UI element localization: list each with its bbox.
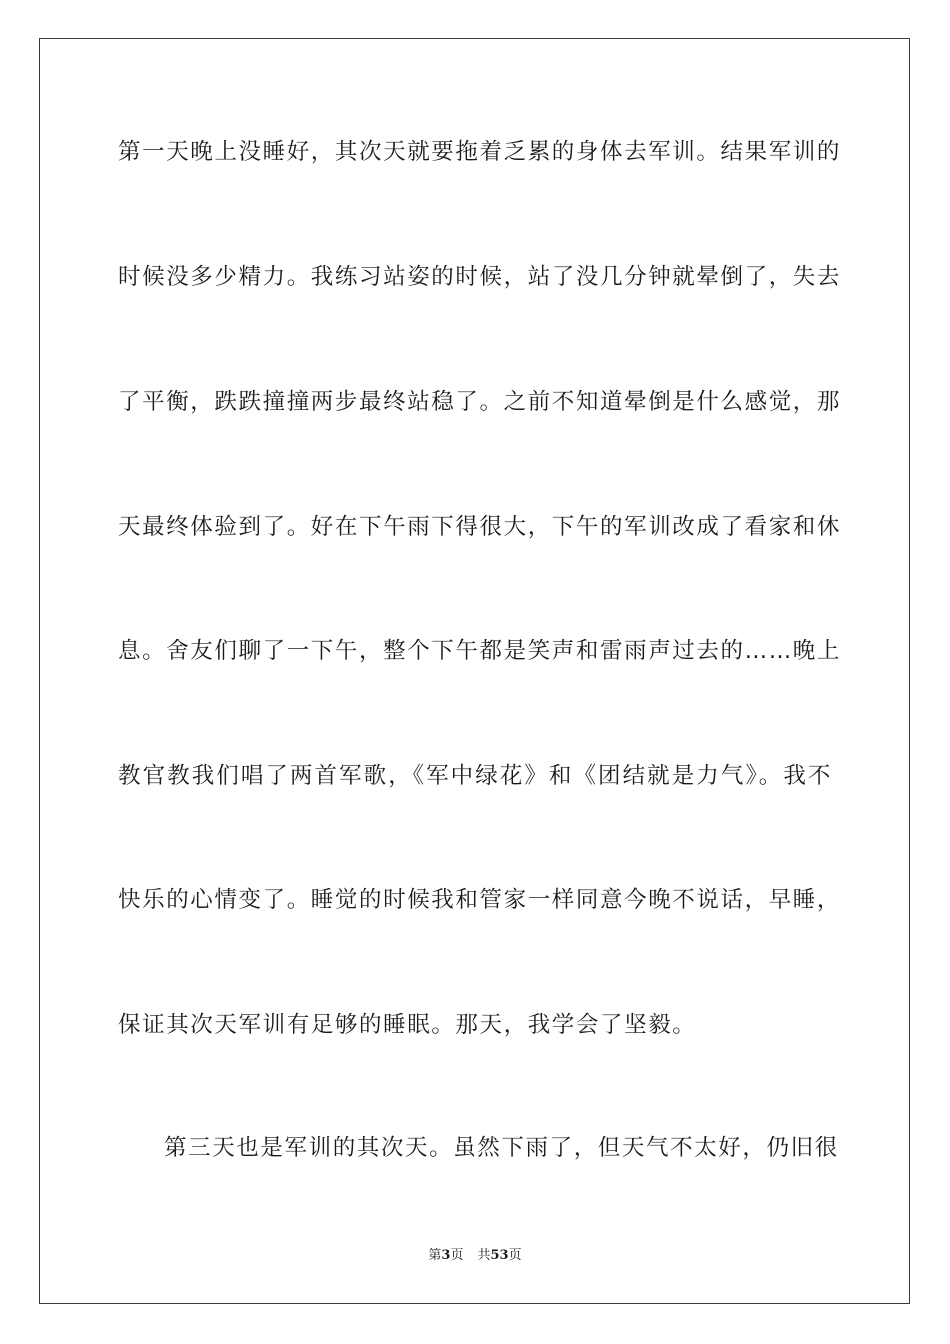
page-footer (0, 1247, 950, 1265)
footer-total-prefix: 共 (477, 1248, 491, 1263)
body-line-5: 息。舍友们聊了一下午，整个下午都是笑声和雷雨声过去的……晚上 (118, 638, 842, 664)
footer-total-suffix: 页 (508, 1248, 522, 1263)
body-line-3: 了平衡，跌跌撞撞两步最终站稳了。之前不知道晕倒是什么感觉，那 (118, 389, 842, 415)
footer-page-prefix: 第 (428, 1248, 442, 1263)
page-border (39, 38, 910, 1304)
body-line-7: 快乐的心情变了。睡觉的时候我和管家一样同意今晚不说话，早睡， (118, 887, 842, 913)
body-line-6: 教官教我们唱了两首军歌，《军中绿花》和《团结就是力气》。我不 (118, 763, 832, 789)
footer-page-suffix: 页 (450, 1248, 464, 1263)
body-line-9-indented: 第三天也是军训的其次天。虽然下雨了，但天气不太好，仍旧很 (164, 1135, 839, 1161)
body-line-4: 天最终体验到了。好在下午雨下得很大，下午的军训改成了看家和休 (118, 514, 842, 540)
body-line-8: 保证其次天军训有足够的睡眠。那天，我学会了坚毅。 (118, 1012, 697, 1038)
body-line-1: 第一天晚上没睡好，其次天就要拖着乏累的身体去军训。结果军训的 (118, 139, 842, 165)
footer-page-number: 3 (441, 1248, 451, 1263)
body-line-2: 时候没多少精力。我练习站姿的时候，站了没几分钟就晕倒了，失去 (118, 264, 842, 290)
footer-total-pages: 53 (490, 1248, 509, 1263)
